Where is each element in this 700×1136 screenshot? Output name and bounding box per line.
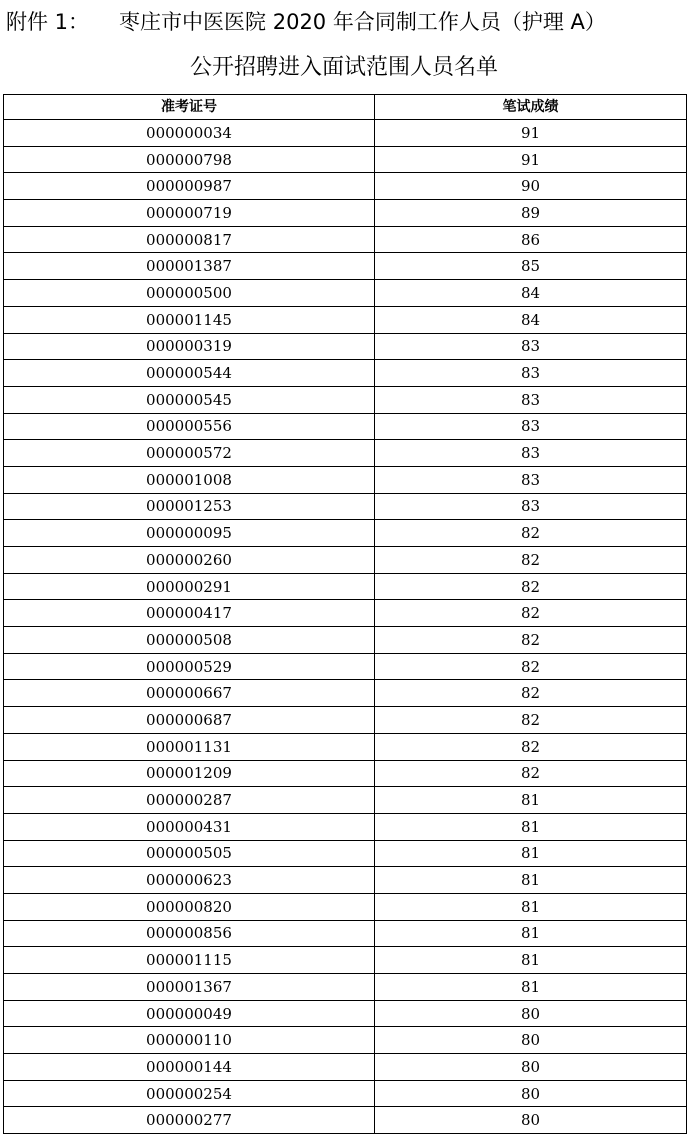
table-row <box>4 840 687 867</box>
written-score-cell: 82 <box>375 733 687 760</box>
written-score-cell: 91 <box>375 146 687 173</box>
exam-id-cell: 000001008 <box>4 466 375 493</box>
written-score-cell: 82 <box>375 600 687 627</box>
table-row <box>4 1054 687 1081</box>
table-row <box>4 173 687 200</box>
written-score-cell: 80 <box>375 1054 687 1081</box>
written-score-cell: 81 <box>375 787 687 814</box>
exam-id-cell: 000000291 <box>4 573 375 600</box>
table-row <box>4 493 687 520</box>
written-score-cell: 81 <box>375 840 687 867</box>
exam-id-cell: 000001131 <box>4 733 375 760</box>
table-row <box>4 867 687 894</box>
written-score-cell: 84 <box>375 280 687 307</box>
table-row <box>4 413 687 440</box>
title-line-1: 枣庄市中医医院 2020 年合同制工作人员（护理 A） <box>119 10 606 34</box>
exam-id-cell: 000000719 <box>4 200 375 227</box>
exam-id-cell: 000000798 <box>4 146 375 173</box>
table-row <box>4 1027 687 1054</box>
exam-id-cell: 000000556 <box>4 413 375 440</box>
written-score-cell: 80 <box>375 1000 687 1027</box>
written-score-cell: 81 <box>375 920 687 947</box>
attachment-label: 附件 1： <box>6 10 90 34</box>
written-score-cell: 80 <box>375 1027 687 1054</box>
exam-id-cell: 000000277 <box>4 1107 375 1134</box>
written-score-cell: 81 <box>375 867 687 894</box>
exam-id-cell: 000001145 <box>4 306 375 333</box>
exam-id-cell: 000000544 <box>4 360 375 387</box>
table-row <box>4 1080 687 1107</box>
exam-id-cell: 000000505 <box>4 840 375 867</box>
exam-id-cell: 000000110 <box>4 1027 375 1054</box>
table-row <box>4 200 687 227</box>
table-row <box>4 520 687 547</box>
written-score-cell: 81 <box>375 974 687 1001</box>
column-header-written-score: 笔试成绩 <box>375 95 687 120</box>
document-subtitle: 公开招聘进入面试范围人员名单 <box>189 55 498 80</box>
written-score-cell: 82 <box>375 707 687 734</box>
exam-id-cell: 000000095 <box>4 520 375 547</box>
table-row <box>4 947 687 974</box>
exam-id-cell: 000001387 <box>4 253 375 280</box>
written-score-cell: 83 <box>375 413 687 440</box>
written-score-cell: 82 <box>375 653 687 680</box>
exam-id-cell: 000000572 <box>4 440 375 467</box>
table-row <box>4 253 687 280</box>
table-row <box>4 440 687 467</box>
table-header-row <box>4 95 687 120</box>
table-row <box>4 600 687 627</box>
exam-id-cell: 000001367 <box>4 974 375 1001</box>
table-row <box>4 1107 687 1134</box>
written-score-cell: 85 <box>375 253 687 280</box>
exam-id-cell: 000000260 <box>4 547 375 574</box>
table-row <box>4 707 687 734</box>
exam-id-cell: 000000529 <box>4 653 375 680</box>
written-score-cell: 81 <box>375 813 687 840</box>
exam-id-cell: 000000508 <box>4 627 375 654</box>
exam-id-cell: 000000319 <box>4 333 375 360</box>
exam-id-cell: 000001115 <box>4 947 375 974</box>
exam-id-cell: 000001253 <box>4 493 375 520</box>
table-row <box>4 760 687 787</box>
written-score-cell: 83 <box>375 466 687 493</box>
table-row <box>4 146 687 173</box>
exam-id-cell: 000000049 <box>4 1000 375 1027</box>
written-score-cell: 82 <box>375 547 687 574</box>
exam-id-cell: 000000417 <box>4 600 375 627</box>
written-score-cell: 80 <box>375 1107 687 1134</box>
table-row <box>4 120 687 147</box>
table-row <box>4 280 687 307</box>
table-row <box>4 360 687 387</box>
written-score-cell: 83 <box>375 386 687 413</box>
written-score-cell: 82 <box>375 760 687 787</box>
exam-id-cell: 000000254 <box>4 1080 375 1107</box>
exam-id-cell: 000000144 <box>4 1054 375 1081</box>
table-row <box>4 547 687 574</box>
table-row <box>4 226 687 253</box>
table-row <box>4 627 687 654</box>
table-row <box>4 573 687 600</box>
exam-id-cell: 000000500 <box>4 280 375 307</box>
exam-id-cell: 000000987 <box>4 173 375 200</box>
table-row <box>4 653 687 680</box>
written-score-cell: 90 <box>375 173 687 200</box>
table-row <box>4 680 687 707</box>
exam-id-cell: 000001209 <box>4 760 375 787</box>
table-body <box>4 120 687 1134</box>
table-row <box>4 813 687 840</box>
exam-id-cell: 000000431 <box>4 813 375 840</box>
table-row <box>4 733 687 760</box>
exam-id-cell: 000000820 <box>4 893 375 920</box>
written-score-cell: 81 <box>375 947 687 974</box>
written-score-cell: 83 <box>375 360 687 387</box>
exam-id-cell: 000000856 <box>4 920 375 947</box>
table-row <box>4 333 687 360</box>
table-row <box>4 1000 687 1027</box>
exam-id-cell: 000000817 <box>4 226 375 253</box>
exam-id-cell: 000000034 <box>4 120 375 147</box>
exam-id-cell: 000000623 <box>4 867 375 894</box>
exam-id-cell: 000000687 <box>4 707 375 734</box>
written-score-cell: 86 <box>375 226 687 253</box>
written-score-cell: 80 <box>375 1080 687 1107</box>
table-row <box>4 386 687 413</box>
exam-id-cell: 000000545 <box>4 386 375 413</box>
written-score-cell: 84 <box>375 306 687 333</box>
table-row <box>4 893 687 920</box>
written-score-cell: 89 <box>375 200 687 227</box>
interview-candidates-table <box>3 94 687 1134</box>
table-row <box>4 787 687 814</box>
written-score-cell: 91 <box>375 120 687 147</box>
table-row <box>4 974 687 1001</box>
written-score-cell: 83 <box>375 333 687 360</box>
written-score-cell: 83 <box>375 440 687 467</box>
written-score-cell: 83 <box>375 493 687 520</box>
written-score-cell: 82 <box>375 680 687 707</box>
table-row <box>4 306 687 333</box>
column-header-exam-id: 准考证号 <box>4 95 375 120</box>
exam-id-cell: 000000667 <box>4 680 375 707</box>
table-row <box>4 920 687 947</box>
written-score-cell: 82 <box>375 520 687 547</box>
written-score-cell: 82 <box>375 573 687 600</box>
exam-id-cell: 000000287 <box>4 787 375 814</box>
written-score-cell: 82 <box>375 627 687 654</box>
written-score-cell: 81 <box>375 893 687 920</box>
document-title <box>6 4 696 40</box>
table-row <box>4 466 687 493</box>
